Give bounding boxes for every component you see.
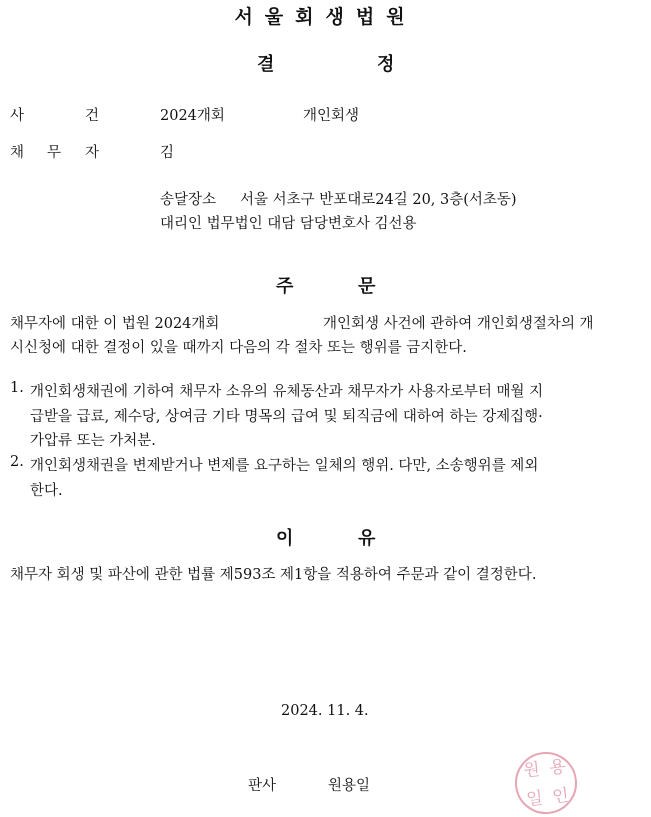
debtor-label-char-1: 채: [10, 145, 25, 161]
order-item-2-number: 2.: [10, 454, 24, 470]
order-intro-line2: 시신청에 대한 결정이 있을 때까지 다음의 각 절차 또는 행위를 금지한다.: [10, 340, 467, 356]
case-label-char-1: 사: [10, 108, 25, 124]
order-item-1-line-1: 개인회생채권에 기하여 채무자 소유의 유체동산과 채무자가 사용자로부터 매월 지: [30, 384, 544, 400]
service-address-label: 송달장소: [160, 192, 217, 208]
order-heading-right: 문: [358, 276, 376, 297]
order-item-1-line-3: 가압류 또는 가처분.: [30, 433, 156, 449]
reason-heading-left: 이: [276, 528, 294, 549]
order-item-1-line-2: 급받을 급료, 제수당, 상여금 기타 명목의 급여 및 퇴직금에 대하여 하는 강제집행·: [30, 409, 543, 425]
case-type: 개인회생: [303, 108, 360, 124]
order-item-2-line-1: 개인회생채권을 변제받거나 변제를 요구하는 일체의 행위. 다만, 소송행위를 제외: [30, 458, 539, 474]
judge-name: 원용일: [328, 778, 371, 794]
order-heading-left: 주: [276, 276, 294, 297]
debtor-name: 김: [160, 145, 175, 161]
judge-seal-stamp: [512, 749, 580, 817]
court-title: 서울회생법원: [234, 6, 417, 28]
case-number: 2024개회: [160, 108, 225, 124]
debtor-label-char-2: 무: [47, 145, 62, 161]
reason-heading-right: 유: [358, 528, 376, 549]
judge-title: 판사: [248, 778, 277, 794]
case-label-char-2: 건: [85, 108, 100, 124]
decision-heading-right: 정: [377, 54, 395, 75]
reason-text: 채무자 회생 및 파산에 관한 법률 제593조 제1항을 적용하여 주문과 같이 결정한다.: [10, 567, 537, 583]
seal-char-3: 일: [525, 787, 544, 810]
service-address: 서울 서초구 반포대로24길 20, 3층(서초동): [240, 192, 517, 208]
order-intro-line1-a: 채무자에 대한 이 법원 2024개회: [10, 316, 220, 332]
seal-char-2: 용: [548, 756, 567, 779]
seal-char-4: 인: [551, 785, 570, 807]
seal-char-1: 원: [522, 759, 541, 781]
debtor-label-char-3: 자: [85, 145, 100, 161]
order-item-1-number: 1.: [10, 380, 24, 396]
order-item-2-line-2: 한다.: [30, 483, 63, 499]
decision-date: 2024. 11. 4.: [281, 703, 369, 719]
decision-heading-left: 결: [257, 54, 275, 75]
order-intro-line1-b: 개인회생 사건에 관하여 개인회생절차의 개: [323, 316, 594, 332]
debtor-agent: 대리인 법무법인 대담 담당변호사 김선용: [160, 216, 417, 232]
